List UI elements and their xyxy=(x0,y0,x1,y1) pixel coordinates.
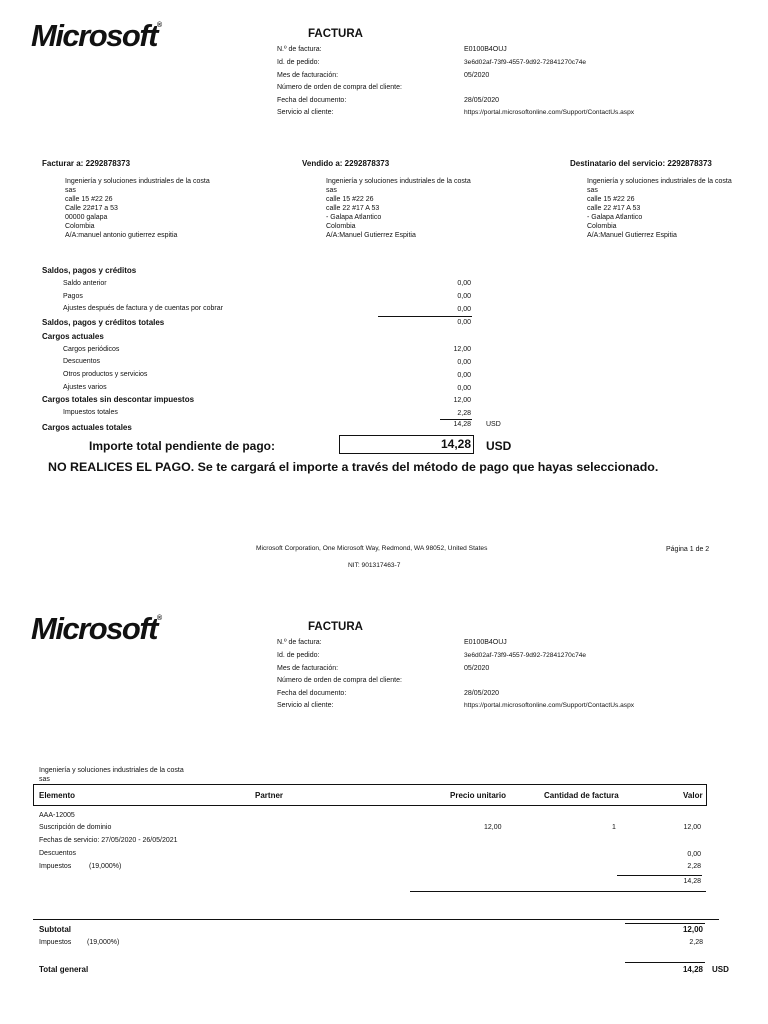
page-number: Página 1 de 2 xyxy=(666,546,710,553)
divider xyxy=(410,891,706,892)
microsoft-logo: Microsoft® xyxy=(31,611,163,646)
customer-service-link[interactable]: https://portal.microsoftonline.com/Support/ContactUs.aspx xyxy=(464,702,635,709)
column-quantity: Cantidad de factura xyxy=(544,791,619,800)
amount-due-currency: USD xyxy=(486,439,512,453)
payments-label: Pagos xyxy=(63,293,83,300)
total-taxes-value: 2,28 xyxy=(457,410,471,417)
item-discounts-value: 0,00 xyxy=(687,851,701,858)
item-tax-label: Impuestos xyxy=(39,863,72,870)
taxes-value: 2,28 xyxy=(689,939,703,946)
divider xyxy=(617,875,702,876)
item-service-dates: Fechas de servicio: 27/05/2020 - 26/05/2021 xyxy=(39,837,178,844)
billing-month-value: 05/2020 xyxy=(464,72,490,79)
order-id-label: Id. de pedido: xyxy=(277,59,320,66)
other-products-label: Otros productos y servicios xyxy=(63,371,148,378)
column-value: Valor xyxy=(683,791,703,800)
misc-adjustments-label: Ajustes varios xyxy=(63,384,107,391)
document-date-label: Fecha del documento: xyxy=(277,97,347,104)
customer-service-link[interactable]: https://portal.microsoftonline.com/Support/ContactUs.aspx xyxy=(464,109,635,116)
sold-to-address: Ingeniería y soluciones industriales de la costa sas calle 15 #22 26 calle 22 #17 A 53 - Galapa Atlantico Colombia A/A:Manuel Gutierrez Espitia xyxy=(326,178,471,239)
item-name: Suscripción de dominio xyxy=(39,824,112,831)
invoice-number-label: N.º de factura: xyxy=(277,639,322,646)
bill-to-address: Ingeniería y soluciones industriales de la costa sas calle 15 #22 26 Calle 22#17 a 53 00000 galapa Colombia A/A:manuel antonio gutierrez espitia xyxy=(65,178,210,239)
invoice-number-value: E0100B4OUJ xyxy=(464,639,507,646)
item-tax-value: 2,28 xyxy=(687,863,701,870)
item-tax-rate: (19,000%) xyxy=(89,863,122,870)
discounts-value: 0,00 xyxy=(457,359,471,366)
bill-to-heading: Facturar a: 2292878373 xyxy=(42,159,131,168)
invoice-number-label: N.º de factura: xyxy=(277,46,322,53)
grand-total-currency: USD xyxy=(712,965,729,974)
adjustments-label: Ajustes después de factura y de cuentas por cobrar xyxy=(63,305,223,312)
document-date-value: 28/05/2020 xyxy=(464,690,500,697)
recurring-charges-value: 12,00 xyxy=(453,346,471,353)
do-not-pay-notice: NO REALICES EL PAGO. Se te cargará el importe a través del método de pago que hayas seleccionado. xyxy=(48,460,659,474)
pre-tax-total-value: 12,00 xyxy=(453,397,471,404)
item-quantity: 1 xyxy=(612,824,616,831)
service-to-heading: Destinatario del servicio: 2292878373 xyxy=(570,159,712,168)
po-number-label: Número de orden de compra del cliente: xyxy=(277,677,402,684)
total-taxes-label: Impuestos totales xyxy=(63,409,118,416)
po-number-label: Número de orden de compra del cliente: xyxy=(277,84,402,91)
current-charges-heading: Cargos actuales xyxy=(42,332,104,341)
balances-heading: Saldos, pagos y créditos xyxy=(42,266,137,275)
subtotal-value: 12,00 xyxy=(682,925,703,934)
customer-service-label: Servicio al cliente: xyxy=(277,109,334,116)
divider xyxy=(625,923,705,924)
taxes-label: Impuestos xyxy=(39,939,72,946)
sold-to-heading: Vendido a: 2292878373 xyxy=(302,159,390,168)
grand-total-value: 14,28 xyxy=(682,965,703,974)
invoice-title: FACTURA xyxy=(308,28,363,40)
current-total-value: 14,28 xyxy=(453,421,471,428)
document-date-value: 28/05/2020 xyxy=(464,97,500,104)
amount-due-value: 14,28 xyxy=(339,435,474,454)
pre-tax-total-label: Cargos totales sin descontar impuestos xyxy=(42,395,195,404)
item-value: 12,00 xyxy=(683,824,701,831)
company-address: Microsoft Corporation, One Microsoft Way, Redmond, WA 98052, United States xyxy=(256,545,488,552)
column-partner: Partner xyxy=(255,791,284,800)
item-code: AAA-12005 xyxy=(39,812,75,819)
divider xyxy=(625,962,705,963)
grand-total-label: Total general xyxy=(39,965,89,974)
column-unit-price: Precio unitario xyxy=(450,791,507,800)
payments-value: 0,00 xyxy=(457,293,471,300)
divider xyxy=(440,419,472,420)
adjustments-value: 0,00 xyxy=(457,306,471,313)
item-line-total: 14,28 xyxy=(683,878,701,885)
balances-total-value: 0,00 xyxy=(457,319,471,326)
column-element: Elemento xyxy=(39,791,76,800)
amount-due-label: Importe total pendiente de pago: xyxy=(89,439,276,453)
balances-total-label: Saldos, pagos y créditos totales xyxy=(42,318,165,327)
previous-balance-label: Saldo anterior xyxy=(63,280,107,287)
other-products-value: 0,00 xyxy=(457,372,471,379)
misc-adjustments-value: 0,00 xyxy=(457,385,471,392)
billing-month-value: 05/2020 xyxy=(464,665,490,672)
invoice-number-value: E0100B4OUJ xyxy=(464,46,507,53)
order-id-label: Id. de pedido: xyxy=(277,652,320,659)
divider xyxy=(378,316,472,317)
recurring-charges-label: Cargos periódicos xyxy=(63,346,120,353)
document-date-label: Fecha del documento: xyxy=(277,690,347,697)
billing-month-label: Mes de facturación: xyxy=(277,72,339,79)
previous-balance-value: 0,00 xyxy=(457,280,471,287)
customer-name: Ingeniería y soluciones industriales de la costa sas xyxy=(39,767,184,783)
item-discounts-label: Descuentos xyxy=(39,850,76,857)
divider xyxy=(33,919,719,920)
company-nit: NIT: 901317463-7 xyxy=(348,562,401,569)
current-total-label: Cargos actuales totales xyxy=(42,423,132,432)
customer-service-label: Servicio al cliente: xyxy=(277,702,334,709)
taxes-rate: (19,000%) xyxy=(87,939,120,946)
discounts-label: Descuentos xyxy=(63,358,100,365)
current-total-currency: USD xyxy=(486,421,501,428)
subtotal-label: Subtotal xyxy=(39,925,71,934)
item-unit-price: 12,00 xyxy=(484,824,502,831)
invoice-title: FACTURA xyxy=(308,621,363,633)
order-id-value: 3e6d02af-73f9-4557-9d92-72841270c74e xyxy=(464,59,587,66)
billing-month-label: Mes de facturación: xyxy=(277,665,339,672)
microsoft-logo: Microsoft® xyxy=(31,18,163,53)
order-id-value: 3e6d02af-73f9-4557-9d92-72841270c74e xyxy=(464,652,587,659)
service-to-address: Ingeniería y soluciones industriales de la costa sas calle 15 #22 26 calle 22 #17 A 53 - Galapa Atlantico Colombia A/A:Manuel Gutierrez Espitia xyxy=(587,178,732,239)
